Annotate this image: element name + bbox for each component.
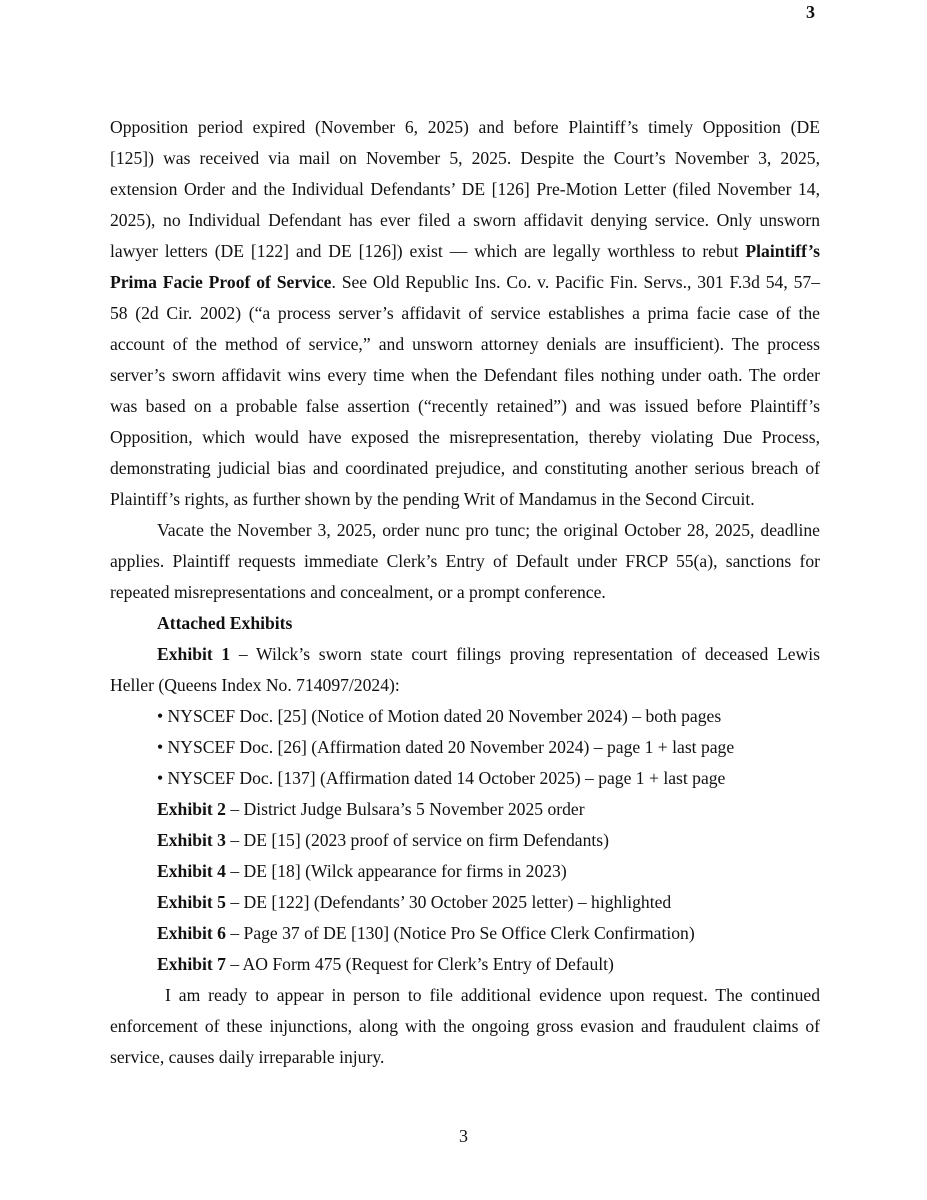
text-segment: . See Old Republic Ins. Co. v. Pacific Fin. Servs., 301 F.3d 54, 57– [331,272,820,292]
page-number-top: 3 [806,2,815,22]
exhibit-text: – DE [18] (Wilck appearance for firms in 2023) [225,861,567,881]
paragraph-2 [110,515,820,608]
exhibit-item [110,794,820,825]
exhibits-section [110,608,820,980]
exhibit-text: – DE [15] (2023 proof of service on firm Defendants) [225,830,609,850]
page-number-bottom: 3 [459,1126,468,1146]
text-line: [125]) was received via mail on November 5, 2025. Despite the Court’s November 3, 2025, [110,148,820,168]
document-body [110,112,820,1073]
exhibit-item [110,887,820,918]
text-line: was based on a probable false assertion (“recently retained”) and was issued before Plaintiff’s [110,396,820,416]
text-line: applies. Plaintiff requests immediate Clerk’s Entry of Default under FRCP 55(a), sanctions for [110,551,820,571]
text-segment: lawyer letters (DE [122] and DE [126]) exist — which are legally worthless to rebut [110,241,746,261]
text-line [110,236,820,267]
text-line: Vacate the November 3, 2025, order nunc pro tunc; the original October 28, 2025, deadline [157,520,820,540]
exhibit-label: Exhibit 4 [157,861,226,881]
exhibit-item [110,825,820,856]
exhibit-label: Exhibit 6 [157,923,226,943]
text-line: service, causes daily irreparable injury. [110,1047,385,1067]
exhibit-text: – Page 37 of DE [130] (Notice Pro Se Office Clerk Confirmation) [225,923,695,943]
text-line: 58 (2d Cir. 2002) (“a process server’s affidavit of service establishes a prima facie case of the [110,303,820,323]
exhibit-bullet: • NYSCEF Doc. [137] (Affirmation dated 14 October 2025) – page 1 + last page [157,768,726,788]
text-line: Opposition, which would have exposed the misrepresentation, thereby violating Due Process, [110,427,820,447]
bold-text: Plaintiff’s [745,241,820,261]
text-line: 2025), no Individual Defendant has ever filed a sworn affidavit denying service. Only unsworn [110,210,820,230]
text-line: extension Order and the Individual Defendants’ DE [126] Pre-Motion Letter (filed November 14, [110,179,820,199]
exhibit-text: – Wilck’s sworn state court filings proving representation of deceased Lewis [230,644,821,664]
exhibit-item [110,949,820,980]
bold-text: Prima Facie Proof of Service [110,272,332,292]
text-line: enforcement of these injunctions, along with the ongoing gross evasion and fraudulent claims of [110,1016,820,1036]
exhibit-item [110,856,820,887]
text-line: server’s sworn affidavit wins every time when the Defendant files nothing under oath. The order [110,365,820,385]
exhibit-item [110,639,820,670]
exhibit-label: Exhibit 5 [157,892,226,912]
paragraph-3 [110,980,820,1073]
exhibit-bullet: • NYSCEF Doc. [26] (Affirmation dated 20 November 2024) – page 1 + last page [157,737,735,757]
exhibit-bullet: • NYSCEF Doc. [25] (Notice of Motion dated 20 November 2024) – both pages [157,706,722,726]
text-line: account of the method of service,” and unsworn attorney denials are insufficient). The process [110,334,820,354]
exhibit-label: Exhibit 1 [157,644,231,664]
exhibits-heading: Attached Exhibits [157,613,293,633]
text-line: Plaintiff’s rights, as further shown by the pending Writ of Mandamus in the Second Circuit. [110,489,755,509]
exhibit-text: – District Judge Bulsara’s 5 November 2025 order [225,799,585,819]
exhibit-label: Exhibit 2 [157,799,226,819]
exhibit-label: Exhibit 7 [157,954,226,974]
text-line: I am ready to appear in person to file additional evidence upon request. The continued [165,985,820,1005]
exhibit-label: Exhibit 3 [157,830,226,850]
text-line [110,267,820,298]
text-line: demonstrating judicial bias and coordinated prejudice, and constituting another serious breach of [110,458,820,478]
exhibit-text-cont: Heller (Queens Index No. 714097/2024): [110,675,400,695]
exhibit-text: – DE [122] (Defendants’ 30 October 2025 letter) – highlighted [225,892,672,912]
exhibit-item [110,918,820,949]
exhibit-text: – AO Form 475 (Request for Clerk’s Entry of Default) [225,954,614,974]
paragraph-1 [110,112,820,515]
text-line: repeated misrepresentations and concealment, or a prompt conference. [110,582,606,602]
text-line: Opposition period expired (November 6, 2025) and before Plaintiff’s timely Opposition (DE [110,117,820,137]
